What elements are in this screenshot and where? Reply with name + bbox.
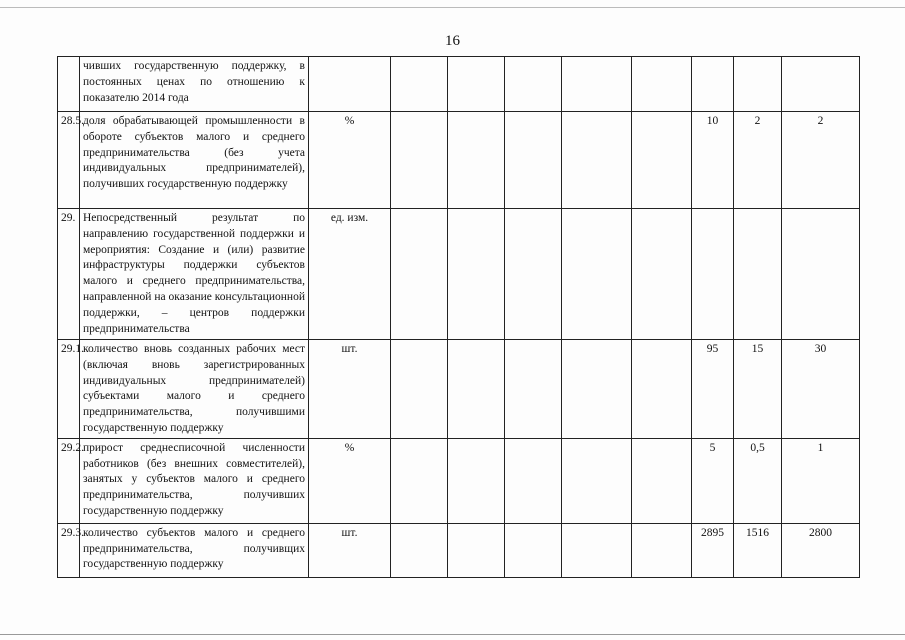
bottom-rule xyxy=(0,634,905,635)
empty-cell xyxy=(562,112,632,209)
indicator-name: прирост среднесписочной численности работников (без внешних совместителей), занятых у субъектов малого и среднего предпринимательства, получивших государственную поддержку xyxy=(80,438,309,523)
empty-cell xyxy=(448,438,505,523)
empty-cell xyxy=(562,57,632,112)
unit-cell xyxy=(309,57,391,112)
empty-cell xyxy=(391,438,448,523)
row-number: 29. xyxy=(58,209,80,340)
empty-cell xyxy=(448,112,505,209)
value-cell xyxy=(692,57,734,112)
empty-cell xyxy=(632,112,692,209)
value-cell: 5 xyxy=(692,438,734,523)
value-cell xyxy=(734,57,782,112)
table-row xyxy=(58,523,860,577)
value-cell: 2895 xyxy=(692,523,734,577)
table-row xyxy=(58,57,860,112)
value-cell xyxy=(692,209,734,340)
empty-cell xyxy=(391,112,448,209)
value-cell: 15 xyxy=(734,340,782,439)
unit-cell: % xyxy=(309,438,391,523)
top-rule xyxy=(0,7,905,8)
table-row xyxy=(58,438,860,523)
table-row xyxy=(58,112,860,209)
empty-cell xyxy=(448,209,505,340)
value-cell: 2 xyxy=(782,112,860,209)
row-number: 28.5. xyxy=(58,112,80,209)
empty-cell xyxy=(562,438,632,523)
table-row xyxy=(58,209,860,340)
value-cell: 1516 xyxy=(734,523,782,577)
empty-cell xyxy=(391,340,448,439)
empty-cell xyxy=(505,523,562,577)
unit-cell: % xyxy=(309,112,391,209)
indicator-name: чивших государственную поддержку, в постоянных ценах по отношению к показателю 2014 года xyxy=(80,57,309,112)
unit-cell: шт. xyxy=(309,340,391,439)
row-number: 29.2. xyxy=(58,438,80,523)
row-number: 29.3. xyxy=(58,523,80,577)
table-row xyxy=(58,340,860,439)
empty-cell xyxy=(505,340,562,439)
value-cell xyxy=(782,57,860,112)
empty-cell xyxy=(391,57,448,112)
empty-cell xyxy=(505,438,562,523)
indicator-name: Непосредственный результат по направлению государственной поддержки и мероприятия: Создание и (или) развитие инфраструктуры поддержки субъектов малого и среднего предпринимательства, направленной на оказание консультационной поддержки, – центров поддержки предпринимательства xyxy=(80,209,309,340)
row-number: 29.1. xyxy=(58,340,80,439)
empty-cell xyxy=(505,112,562,209)
indicator-name: количество вновь созданных рабочих мест (включая вновь зарегистрированных индивидуальных предпринимателей) субъектами малого и среднего предпринимательства, получившими государственную поддержку xyxy=(80,340,309,439)
unit-cell: ед. изм. xyxy=(309,209,391,340)
empty-cell xyxy=(391,209,448,340)
empty-cell xyxy=(448,340,505,439)
value-cell: 30 xyxy=(782,340,860,439)
empty-cell xyxy=(632,438,692,523)
value-cell: 2800 xyxy=(782,523,860,577)
empty-cell xyxy=(632,209,692,340)
page-number: 16 xyxy=(445,33,460,49)
empty-cell xyxy=(505,209,562,340)
empty-cell xyxy=(505,57,562,112)
empty-cell xyxy=(632,340,692,439)
empty-cell xyxy=(562,523,632,577)
empty-cell xyxy=(562,340,632,439)
unit-cell: шт. xyxy=(309,523,391,577)
value-cell: 1 xyxy=(782,438,860,523)
indicator-table xyxy=(57,56,860,578)
value-cell xyxy=(782,209,860,340)
empty-cell xyxy=(391,523,448,577)
empty-cell xyxy=(562,209,632,340)
value-cell: 0,5 xyxy=(734,438,782,523)
value-cell: 95 xyxy=(692,340,734,439)
value-cell: 2 xyxy=(734,112,782,209)
empty-cell xyxy=(448,57,505,112)
row-number xyxy=(58,57,80,112)
empty-cell xyxy=(448,523,505,577)
indicator-name: доля обрабатывающей промышленности в обороте субъектов малого и среднего предпринимательства (без учета индивидуальных предпринимателей), получивших государственную поддержку xyxy=(80,112,309,209)
value-cell xyxy=(734,209,782,340)
indicator-name: количество субъектов малого и среднего предпринимательства, получивщих государственную поддержку xyxy=(80,523,309,577)
value-cell: 10 xyxy=(692,112,734,209)
empty-cell xyxy=(632,57,692,112)
empty-cell xyxy=(632,523,692,577)
